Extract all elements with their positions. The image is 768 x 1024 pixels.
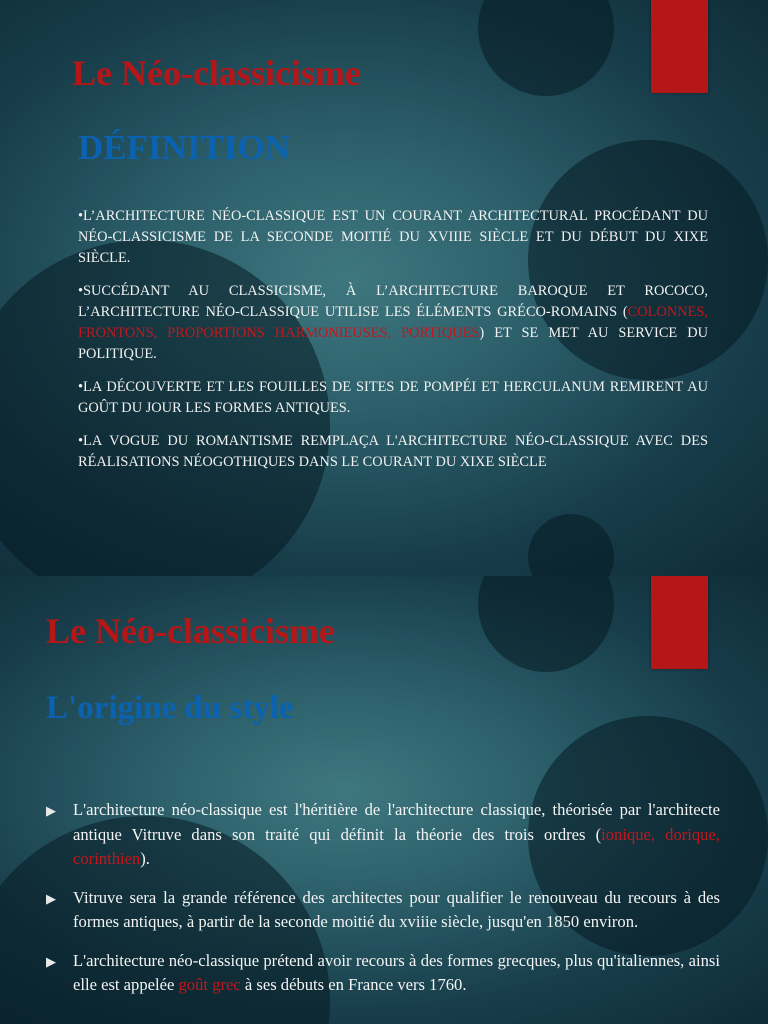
- slide-subtitle: DÉFINITION: [78, 128, 290, 167]
- body-paragraph: •LA DÉCOUVERTE ET LES FOUILLES DE SITES DE POMPÉI ET HERCULANUM REMIRENT AU GOÛT DU JOUR LES FORMES ANTIQUES.: [78, 379, 708, 416]
- triangle-bullet-icon: ▶: [46, 890, 56, 906]
- paragraph-text: •SUCCÉDANT AU CLASSICISME, À L’ARCHITECTURE BAROQUE ET ROCOCO, L’ARCHITECTURE NÉO-CLASSIQUE UTILISE LES ÉLÉMENTS GRÉCO-ROMAINS (: [78, 283, 708, 320]
- accent-bar: [651, 0, 708, 93]
- list-item: [46, 798, 720, 872]
- highlighted-text: goût grec: [178, 975, 241, 994]
- item-text: L'architecture néo-classique prétend avoir recours à des formes grecques, plus qu'italiennes, ainsi elle est appelée: [73, 950, 720, 994]
- list-item: [46, 949, 720, 998]
- highlighted-text: COLONNES, FRONTONS, PROPORTIONS HARMONIEUSES, PORTIQUES: [78, 304, 708, 341]
- list-item: [46, 886, 720, 935]
- accent-bar: [651, 576, 708, 669]
- slide-title: Le Néo-classicisme: [46, 611, 335, 651]
- item-text: ).: [140, 849, 150, 868]
- slide-body: [78, 206, 708, 485]
- item-text: L'architecture néo-classique est l'héritière de l'architecture classique, théorisée par l'architecte antique Vitruve dans son traité qui définit la théorie des trois ordres (: [73, 800, 720, 844]
- body-paragraph: [78, 281, 708, 365]
- decorative-circle: [478, 576, 614, 672]
- item-text: à ses débuts en France vers 1760.: [240, 975, 467, 994]
- decorative-circle: [478, 0, 614, 96]
- decorative-circle: [528, 514, 614, 576]
- body-paragraph: •L’ARCHITECTURE NÉO-CLASSIQUE EST UN COURANT ARCHITECTURAL PROCÉDANT DU NÉO-CLASSICISME DE LA SECONDE MOITIÉ DU XVIIIE SIÈCLE ET DU DÉBUT DU XIXE SIÈCLE.: [78, 208, 708, 266]
- triangle-bullet-icon: ▶: [46, 803, 56, 818]
- triangle-bullet-icon: ▶: [46, 953, 56, 969]
- item-text: Vitruve sera la grande référence des architectes pour qualifier le renouveau du recours à des formes antiques, à partir de la seconde moitié du xviiie siècle, jusqu'en 1850 environ.: [73, 887, 720, 931]
- slide-2: [0, 576, 768, 1024]
- slide-subtitle: L'origine du style: [46, 690, 294, 726]
- highlighted-text: ionique, dorique, corinthien: [73, 824, 720, 868]
- paragraph-text: ) ET SE MET AU SERVICE DU POLITIQUE.: [78, 325, 709, 362]
- bullet-list: [46, 798, 720, 1012]
- slide-title: Le Néo-classicisme: [72, 53, 361, 93]
- body-paragraph: •LA VOGUE DU ROMANTISME REMPLAÇA L'ARCHITECTURE NÉO-CLASSIQUE AVEC DES RÉALISATIONS NÉOGOTHIQUES DANS LE COURANT DU XIXE SIÈCLE: [78, 433, 708, 470]
